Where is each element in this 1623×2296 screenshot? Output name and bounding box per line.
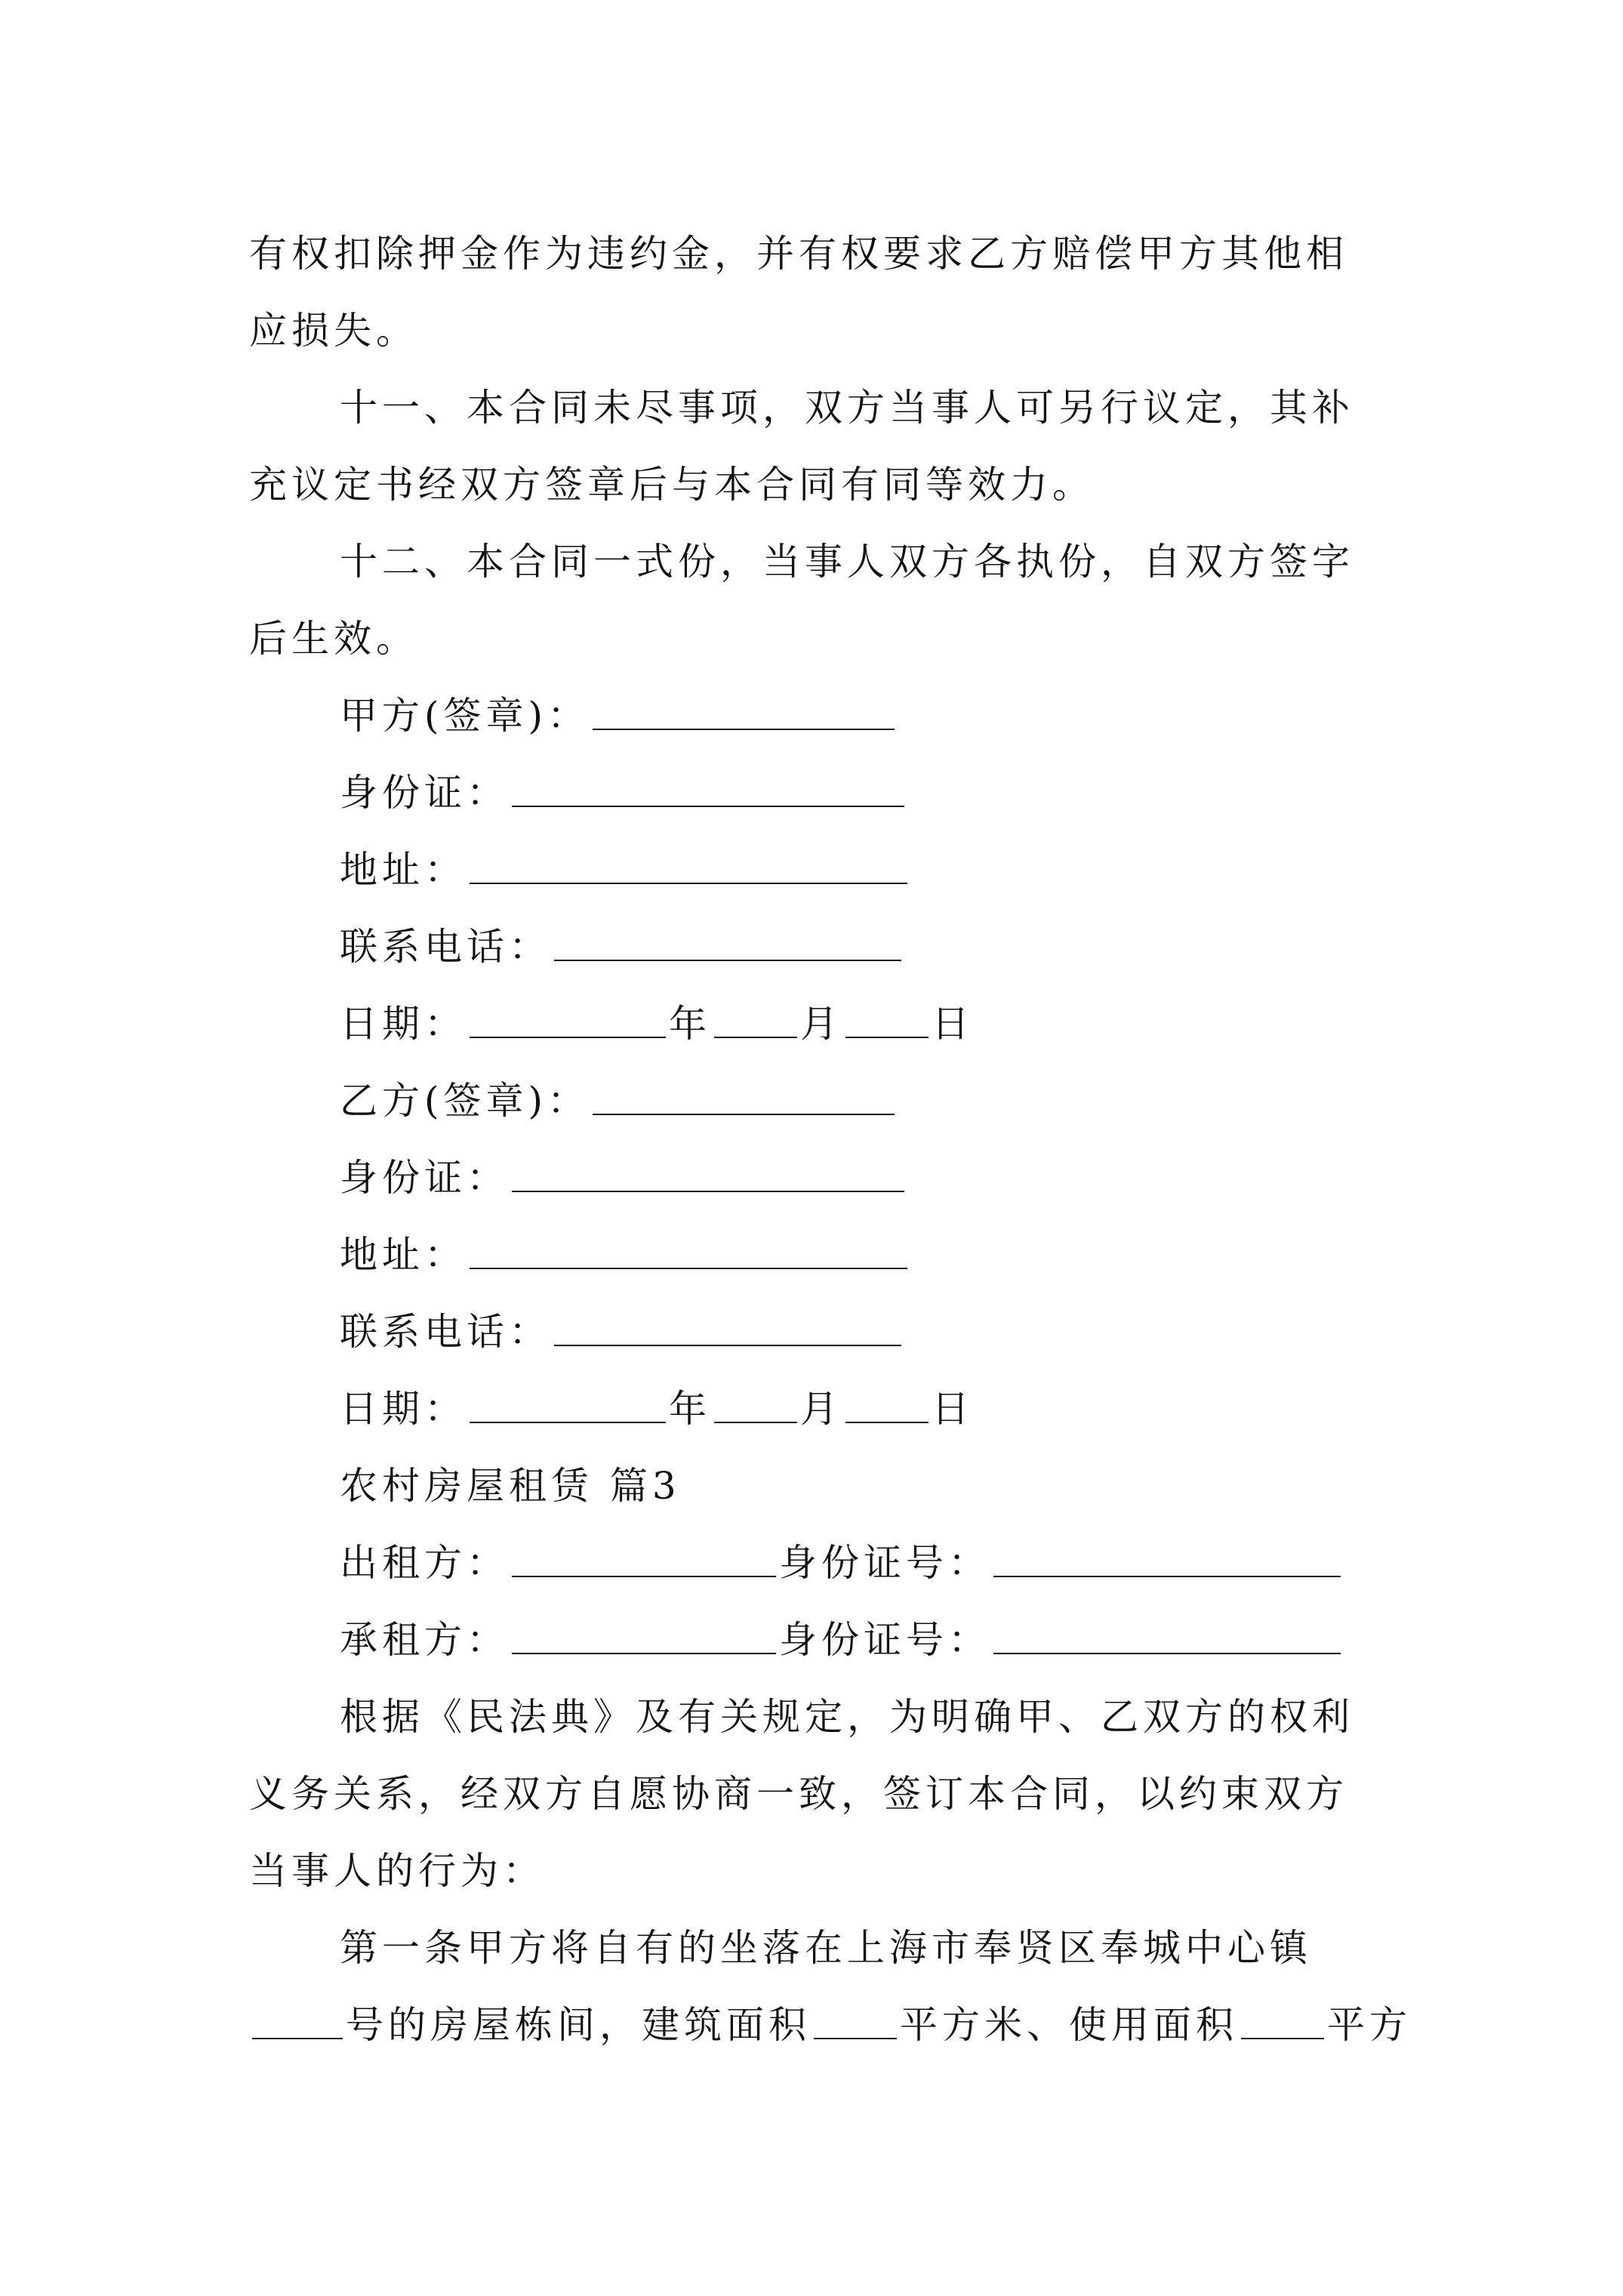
party-a-phone-label: 联系电话： bbox=[340, 925, 551, 969]
clause-11-line: 充议定书经双方签章后与本合同有同等效力。 bbox=[249, 463, 1095, 507]
lessor-row bbox=[249, 1524, 1397, 1601]
lessee-label: 承租方： bbox=[340, 1618, 509, 1662]
party-a-signature-blank[interactable] bbox=[593, 729, 895, 730]
party-a-address-blank[interactable] bbox=[470, 883, 907, 884]
party-b-month-blank[interactable] bbox=[714, 1422, 797, 1423]
article-1-line bbox=[249, 1986, 1412, 2063]
party-b-year-blank[interactable] bbox=[470, 1422, 666, 1423]
party-b-id-row bbox=[249, 1139, 1397, 1216]
party-a-address-row bbox=[249, 831, 1397, 908]
article-1-text: 平方米、使用面积 bbox=[900, 2003, 1238, 2047]
article-1-text: 平方 bbox=[1327, 2003, 1412, 2047]
party-a-date-label: 日期： bbox=[340, 1002, 467, 1046]
party-b-date-row bbox=[249, 1370, 1397, 1447]
preamble-line: 当事人的行为： bbox=[249, 1849, 545, 1893]
building-area-blank[interactable] bbox=[814, 2038, 897, 2039]
year-label: 年 bbox=[669, 1387, 711, 1431]
lessor-id-label: 身份证号： bbox=[779, 1541, 990, 1585]
year-label: 年 bbox=[669, 1002, 711, 1046]
party-a-phone-blank[interactable] bbox=[554, 960, 901, 961]
party-a-year-blank[interactable] bbox=[470, 1037, 666, 1038]
party-b-phone-blank[interactable] bbox=[554, 1345, 901, 1346]
lessee-name-blank[interactable] bbox=[512, 1653, 776, 1654]
clause-11-line: 十一、本合同未尽事项，双方当事人可另行议定，其补 bbox=[340, 386, 1354, 430]
lessee-id-label: 身份证号： bbox=[779, 1618, 990, 1662]
party-a-month-blank[interactable] bbox=[714, 1037, 797, 1038]
party-a-day-blank[interactable] bbox=[845, 1037, 929, 1038]
month-label: 月 bbox=[800, 1387, 842, 1431]
paragraph-line: 有权扣除押金作为违约金，并有权要求乙方赔偿甲方其他相 bbox=[249, 232, 1348, 276]
month-label: 月 bbox=[800, 1002, 842, 1046]
party-b-phone-label: 联系电话： bbox=[340, 1310, 551, 1354]
party-b-signature-row bbox=[249, 1062, 1397, 1139]
clause-12-line: 十二、本合同一式份，当事人双方各执份，自双方签字 bbox=[340, 540, 1354, 584]
party-a-address-label: 地址： bbox=[340, 848, 467, 892]
party-b-phone-row bbox=[249, 1293, 1397, 1370]
party-b-signature-label: 乙方(签章)： bbox=[340, 1079, 590, 1123]
party-b-date-label: 日期： bbox=[340, 1387, 467, 1431]
party-a-date-row bbox=[249, 985, 1397, 1062]
party-b-address-blank[interactable] bbox=[470, 1268, 907, 1269]
party-a-signature-label: 甲方(签章)： bbox=[340, 694, 590, 738]
party-a-signature-row bbox=[249, 677, 1397, 754]
party-b-address-label: 地址： bbox=[340, 1233, 467, 1277]
clause-12-line: 后生效。 bbox=[249, 617, 418, 661]
lessor-label: 出租方： bbox=[340, 1541, 509, 1585]
party-b-id-blank[interactable] bbox=[512, 1191, 904, 1192]
lessor-name-blank[interactable] bbox=[512, 1576, 776, 1577]
house-number-blank[interactable] bbox=[252, 2038, 343, 2039]
party-b-signature-blank[interactable] bbox=[593, 1114, 895, 1115]
lessee-row bbox=[249, 1601, 1397, 1678]
party-a-phone-row bbox=[249, 908, 1397, 985]
party-a-id-row bbox=[249, 754, 1397, 831]
party-b-day-blank[interactable] bbox=[845, 1422, 929, 1423]
day-label: 日 bbox=[932, 1387, 974, 1431]
party-a-id-label: 身份证： bbox=[340, 771, 509, 815]
party-a-id-blank[interactable] bbox=[512, 806, 904, 807]
preamble-line: 义务关系，经双方自愿协商一致，签订本合同，以约束双方 bbox=[249, 1772, 1348, 1816]
lessee-id-blank[interactable] bbox=[993, 1653, 1341, 1654]
party-b-address-row bbox=[249, 1216, 1397, 1293]
document-page bbox=[249, 215, 1412, 2063]
lessor-id-blank[interactable] bbox=[993, 1576, 1341, 1577]
article-1-line: 第一条甲方将自有的坐落在上海市奉贤区奉城中心镇 bbox=[340, 1926, 1312, 1970]
party-b-id-label: 身份证： bbox=[340, 1156, 509, 1200]
usable-area-blank[interactable] bbox=[1241, 2038, 1324, 2039]
paragraph-line: 应损失。 bbox=[249, 309, 418, 353]
preamble-line: 根据《民法典》及有关规定，为明确甲、乙双方的权利 bbox=[340, 1695, 1354, 1739]
day-label: 日 bbox=[932, 1002, 974, 1046]
article-1-text: 号的房屋栋间，建筑面积 bbox=[346, 2003, 811, 2047]
section-title: 农村房屋租赁 篇3 bbox=[340, 1464, 681, 1508]
